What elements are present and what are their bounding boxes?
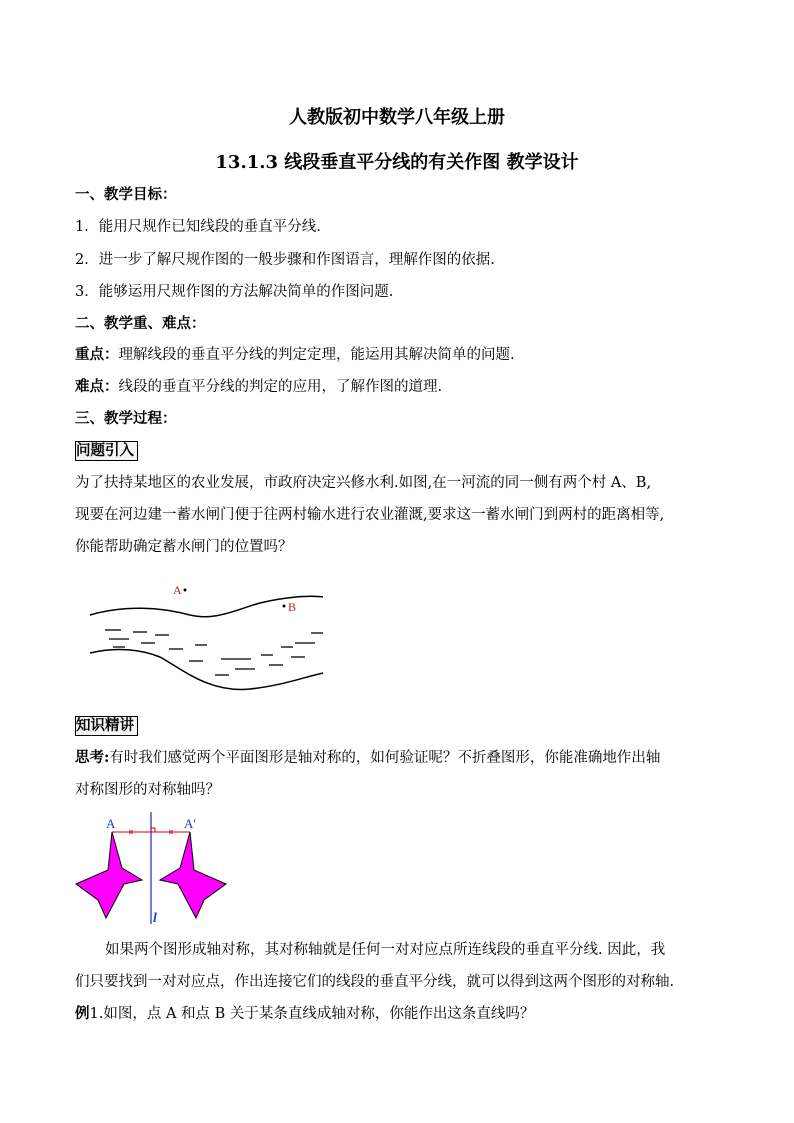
objectives-heading: 一、教学目标： xyxy=(75,186,177,203)
difficulty-line xyxy=(75,377,442,397)
symmetry-figure xyxy=(70,812,240,924)
axis-l-label: l xyxy=(153,911,157,926)
village-a-point xyxy=(184,589,187,592)
village-a-label: A xyxy=(173,583,182,597)
example-label: 例 xyxy=(75,1005,90,1022)
example-text: 1.如图，点 A 和点 B 关于某条直线成轴对称，你能作出这条直线吗？ xyxy=(89,1006,535,1022)
think-text-1: 有时我们感觉两个平面图形是轴对称的，如何验证呢？不折叠图形，你能准确地作出轴 xyxy=(109,750,661,766)
process-heading: 三、教学过程： xyxy=(75,410,177,427)
village-b-point xyxy=(283,605,286,608)
knowledge-box-line xyxy=(75,716,138,736)
explain-line-2: 们只要找到一对对应点，作出连接它们的线段的垂直平分线，就可以得到这两个图形的对称轴. xyxy=(75,974,675,990)
difficulty-text: 线段的垂直平分线的判定的应用，了解作图的道理. xyxy=(118,379,443,395)
river-figure xyxy=(85,575,335,700)
focus-line xyxy=(75,345,515,365)
document-title: 人教版初中数学八年级上册 xyxy=(289,107,505,128)
objective-item-2: 2．进一步了解尺规作图的一般步骤和作图语言，理解作图的依据. xyxy=(75,252,495,268)
objective-item-1: 1．能用尺规作已知线段的垂直平分线. xyxy=(75,219,321,235)
intro-box-line xyxy=(75,441,138,461)
river-lower-bank xyxy=(90,650,323,690)
left-shape xyxy=(76,832,142,918)
intro-line-3: 你能帮助确定蓄水闸门的位置吗？ xyxy=(75,539,293,555)
think-label: 思考: xyxy=(75,749,110,766)
point-a-label: A xyxy=(106,816,116,831)
village-b-label: B xyxy=(288,600,297,614)
intro-line-2: 现要在河边建一蓄水闸门便于往两村输水进行农业灌溉,要求这一蓄水闸门到两村的距离相等, xyxy=(75,507,665,523)
focus-label: 重点： xyxy=(75,346,119,363)
knowledge-box: 知识精讲 xyxy=(75,716,138,736)
right-shape xyxy=(160,832,226,918)
intro-box: 问题引入 xyxy=(75,441,138,461)
intro-line-1: 为了扶持某地区的农业发展，市政府决定兴修水利.如图,在一河流的同一侧有两个村 A、B, xyxy=(75,475,652,491)
document-subtitle: 13.1.3 线段垂直平分线的有关作图 教学设计 xyxy=(215,152,579,173)
difficulty-label: 难点： xyxy=(75,378,119,395)
think-line-2: 对称图形的对称轴吗？ xyxy=(75,782,220,798)
objective-item-3: 3．能够运用尺规作图的方法解决简单的作图问题. xyxy=(75,284,394,300)
explain-line-1: 如果两个图形成轴对称，其对称轴就是任何一对对应点所连线段的垂直平分线. 因此，我 xyxy=(105,942,666,958)
point-a-prime-label: A′ xyxy=(184,816,197,831)
river-water-lines xyxy=(105,630,323,675)
example-line xyxy=(75,1004,534,1024)
think-line-1 xyxy=(75,748,660,768)
key-points-heading: 二、教学重、难点： xyxy=(75,315,206,332)
focus-text: 理解线段的垂直平分线的判定定理，能运用其解决简单的问题. xyxy=(118,347,515,363)
